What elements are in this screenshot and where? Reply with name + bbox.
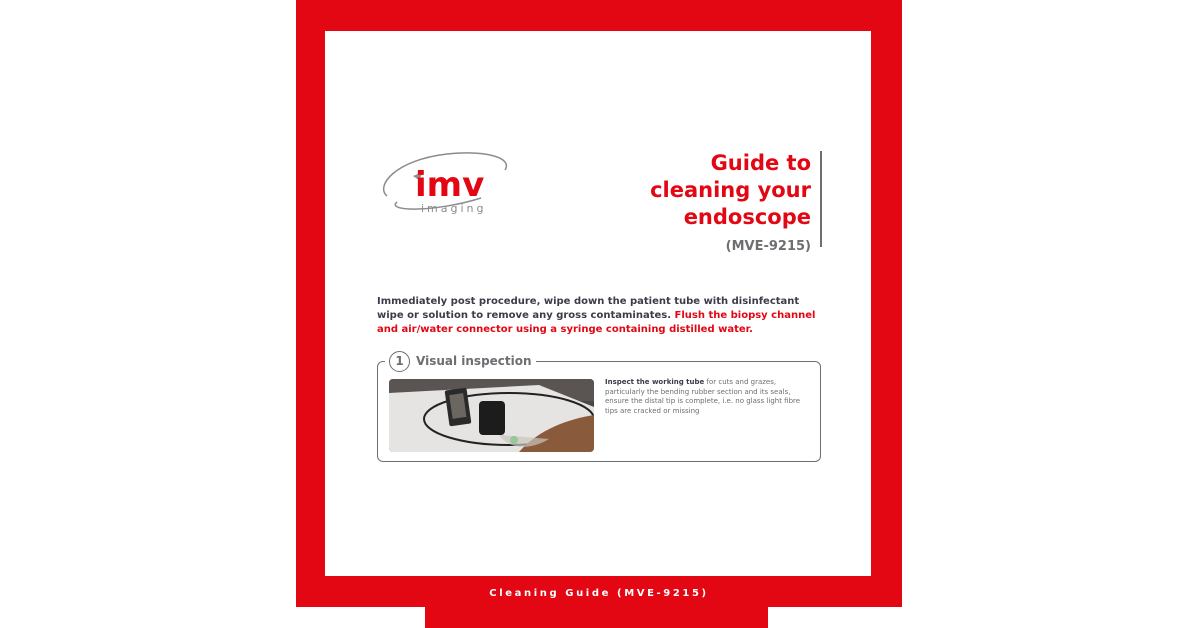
footer-label: Cleaning Guide (MVE-9215)	[489, 588, 709, 599]
title-line-1: Guide to	[710, 151, 811, 175]
title-line-3: endoscope	[683, 205, 811, 229]
intro-text: Immediately post procedure, wipe down the patient tube with disinfectant wipe or solution to remove any gross contaminates.	[377, 296, 800, 321]
document-page	[325, 31, 871, 576]
title-divider	[820, 151, 822, 247]
logo-brand-text: imv	[415, 165, 485, 205]
imv-imaging-logo	[377, 150, 511, 216]
logo-sub-text: imaging	[421, 202, 487, 215]
section-title: Visual inspection	[416, 354, 532, 368]
intro-paragraph	[377, 295, 817, 337]
endoscope-photo	[389, 379, 594, 452]
intro-highlight: Flush the biopsy channel and air/water connector using a syringe containing distilled water.	[377, 310, 816, 335]
title-line-2: cleaning your	[650, 178, 811, 202]
section-header	[385, 349, 536, 373]
description-text: for cuts and grazes, particularly the bending rubber section and its seals, ensure the distal tip is complete, i.e. no glass light fibre tips are cracked or missing	[605, 378, 801, 415]
title-block	[611, 150, 811, 254]
model-number: (MVE-9215)	[725, 239, 811, 254]
description-bold: Inspect the working tube	[605, 378, 705, 386]
step-number-badge: 1	[389, 351, 410, 372]
section-description	[605, 378, 815, 416]
footer-tab	[425, 600, 768, 628]
page-title	[611, 150, 811, 231]
